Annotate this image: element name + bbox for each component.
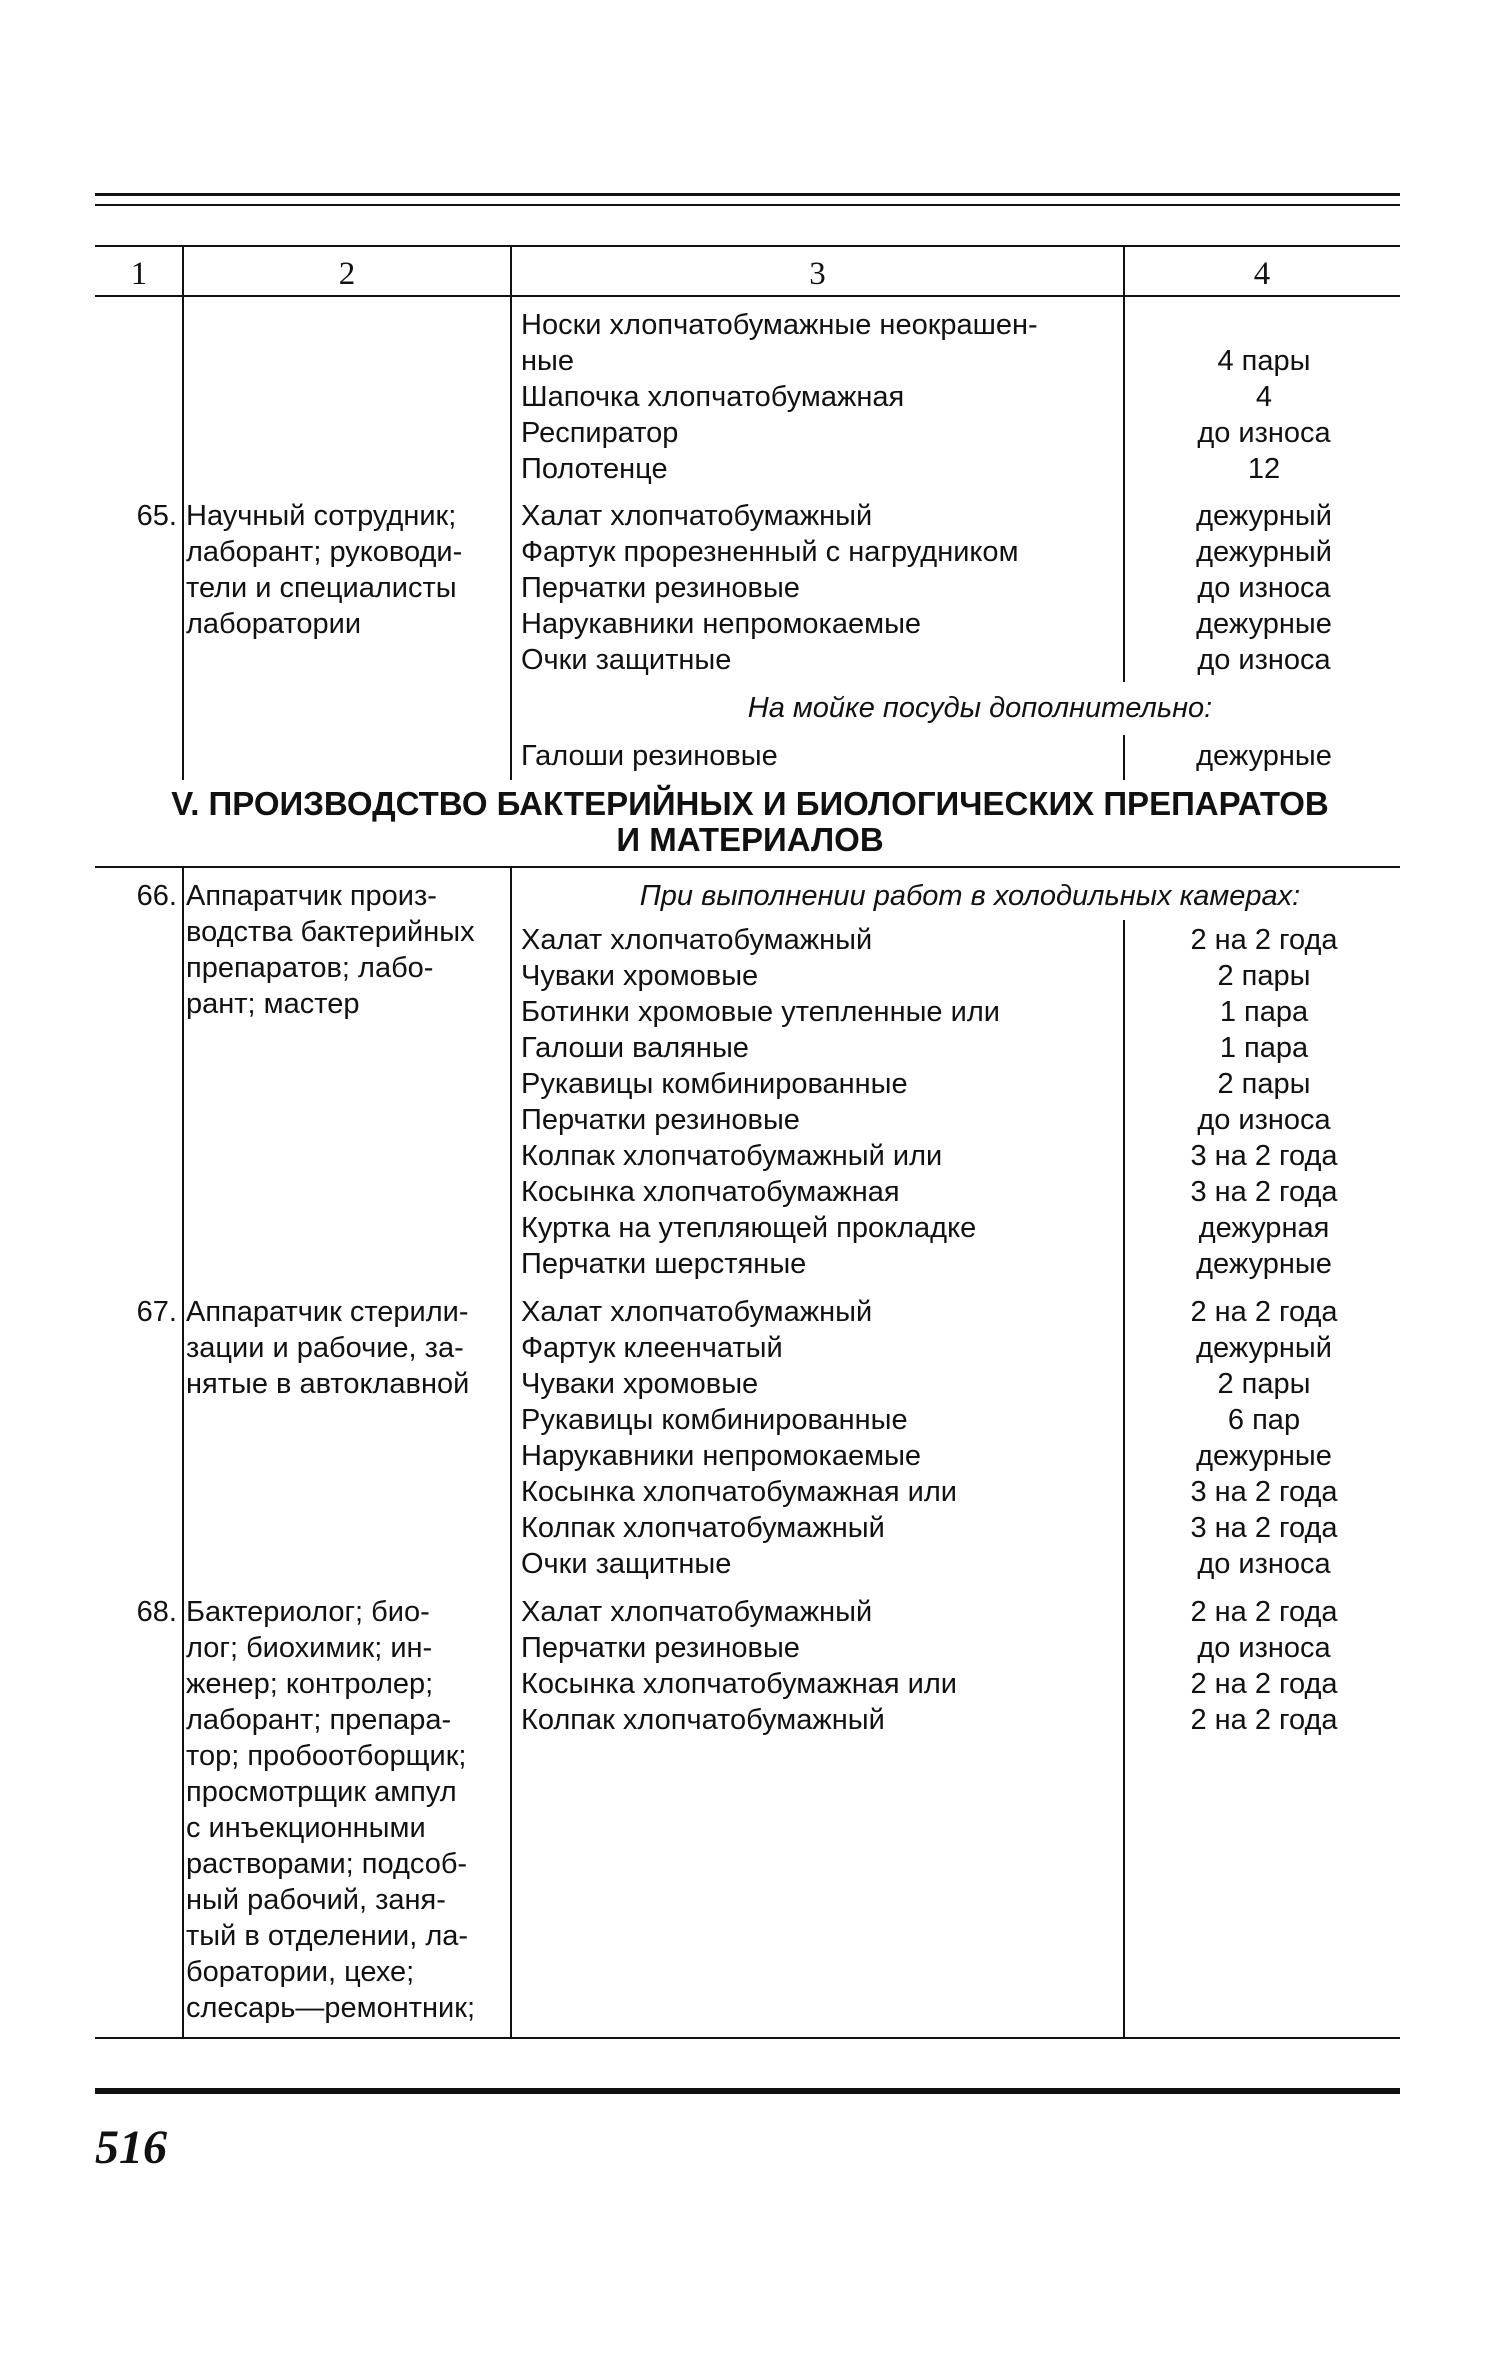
item-qty: дежурные [1196,740,1332,772]
footer-rule [95,2088,1400,2094]
profession-line: тор; пробоотборщик; [186,1740,467,1772]
item-name: Перчатки резиновые [521,572,800,604]
item-qty: 2 на 2 года [1190,924,1338,956]
profession-line: рант; мастер [186,988,360,1020]
profession-line: с инъекционными [186,1812,426,1844]
item-qty: 6 пар [1227,1404,1301,1436]
profession-line: тели и специалисты [186,572,457,604]
item-qty: до износа [1197,572,1331,604]
item-name: Носки хлопчатобумажные неокрашен- [521,309,1038,341]
row-number: 65. [136,500,177,532]
header-col-1: 1 [130,256,148,292]
item-qty: 2 пары [1217,1068,1311,1100]
profession-line: Аппаратчик произ- [186,880,437,912]
item-qty: до износа [1197,644,1331,676]
item-name: Нарукавники непромокаемые [521,608,922,640]
profession-line: просмотрщик ампул [186,1776,457,1808]
header-col-3: 3 [809,256,826,292]
item-qty: дежурный [1196,1332,1332,1364]
item-name: Галоши резиновые [521,740,778,772]
item-name: Чуваки хромовые [521,960,759,992]
vline-col3-lower [510,866,512,2038]
item-name: Халат хлопчатобумажный [521,500,873,532]
item-qty: до износа [1197,417,1331,449]
profession-line: растворами; подсоб- [186,1848,468,1880]
washing-note: На мойке посуды дополнительно: [747,692,1213,724]
item-name: Очки защитные [521,1548,732,1580]
profession-line: Бактериолог; био- [186,1596,430,1628]
vline-col4-upper-a [1123,245,1125,682]
item-qty: дежурные [1196,1248,1332,1280]
item-qty: 2 на 2 года [1190,1668,1338,1700]
item-qty: дежурная [1198,1212,1330,1244]
item-qty: 4 пары [1217,345,1311,377]
profession-line: Научный сотрудник; [186,500,457,532]
header-col-2: 2 [338,256,356,292]
item-qty: 2 на 2 года [1190,1596,1338,1628]
profession-line: женер; контролер; [186,1668,434,1700]
item-qty: 12 [1247,453,1281,485]
item-name: Перчатки резиновые [521,1632,800,1664]
section-rule [95,866,1400,868]
section-title-line-1: V. ПРОИЗВОДСТВО БАКТЕРИЙНЫХ И БИОЛОГИЧЕСКИХ ПРЕПАРАТОВ [171,785,1329,822]
item-qty: 3 на 2 года [1190,1512,1338,1544]
item-qty: 4 [1255,381,1273,413]
profession-line: тый в отделении, ла- [186,1920,469,1952]
item-qty: до износа [1197,1548,1331,1580]
table-bottom-rule [95,2037,1400,2039]
item-qty: до износа [1197,1104,1331,1136]
item-qty: 3 на 2 года [1190,1140,1338,1172]
item-name: Чуваки хромовые [521,1368,759,1400]
item-qty: 3 на 2 года [1190,1476,1338,1508]
item-qty: до износа [1197,1632,1331,1664]
item-name: Перчатки резиновые [521,1104,800,1136]
profession-line: лог; биохимик; ин- [186,1632,433,1664]
item-name: Колпак хлопчатобумажный [521,1704,885,1736]
item-qty: дежурные [1196,1440,1332,1472]
item-name: Фартук прорезненный с нагрудником [521,536,1019,568]
item-qty: 2 пары [1217,1368,1311,1400]
header-rule-top [95,245,1400,247]
item-name: Галоши валяные [521,1032,749,1064]
item-name: Куртка на утепляющей прокладке [521,1212,977,1244]
item-name: Фартук клеенчатый [521,1332,783,1364]
profession-line: лаборант; руководи- [186,536,463,568]
cold-chamber-note: При выполнении работ в холодильных камерах: [639,880,1301,912]
profession-line: Аппаратчик стерили- [186,1296,469,1328]
header-col-4: 4 [1253,256,1271,292]
item-qty: 2 на 2 года [1190,1296,1338,1328]
item-name: Полотенце [521,453,668,485]
vline-col2-lower [182,866,184,2038]
item-qty: 3 на 2 года [1190,1176,1338,1208]
profession-line: лаборатории [186,608,362,640]
item-qty: 1 пара [1219,1032,1309,1064]
item-name: Колпак хлопчатобумажный или [521,1140,943,1172]
item-name: Очки защитные [521,644,732,676]
item-qty: 2 на 2 года [1190,1704,1338,1736]
row-number: 66. [136,880,177,912]
item-name: Рукавицы комбинированные [521,1068,908,1100]
header-rule-bottom [95,295,1400,297]
item-qty: дежурный [1196,536,1332,568]
row-number: 68. [136,1596,177,1628]
profession-line: боратории, цехе; [186,1956,415,1988]
item-name: Рукавицы комбинированные [521,1404,908,1436]
profession-line: зации и рабочие, за- [186,1332,464,1364]
vline-col4-lower [1123,920,1125,2038]
row-number: 67. [136,1296,177,1328]
vline-col3-upper [510,245,512,780]
item-name: Ботинки хромовые утепленные или [521,996,1000,1028]
profession-line: слесарь—ремонтник; [186,1992,475,2024]
profession-line: препаратов; лабо- [186,952,434,984]
vline-col4-upper-b [1123,735,1125,780]
item-name: Перчатки шерстяные [521,1248,807,1280]
item-qty: дежурные [1196,608,1332,640]
item-qty: 1 пара [1219,996,1309,1028]
item-name: Халат хлопчатобумажный [521,1596,873,1628]
item-qty: дежурный [1196,500,1332,532]
top-rule-thick [95,193,1400,196]
profession-line: водства бактерийных [186,916,475,948]
item-name: Косынка хлопчатобумажная или [521,1476,957,1508]
top-rule-thin [95,204,1400,206]
item-name: Колпак хлопчатобумажный [521,1512,885,1544]
item-name: Халат хлопчатобумажный [521,1296,873,1328]
item-name: Халат хлопчатобумажный [521,924,873,956]
section-title-line-2: И МАТЕРИАЛОВ [616,821,884,858]
item-qty: 2 пары [1217,960,1311,992]
item-name: Респиратор [521,417,679,449]
item-name: Нарукавники непромокаемые [521,1440,922,1472]
profession-line: ный рабочий, заня- [186,1884,446,1916]
item-name: Шапочка хлопчатобумажная [521,381,905,413]
item-name: ные [521,345,574,377]
profession-line: нятые в автоклавной [186,1368,470,1400]
section-title [95,786,1405,858]
item-name: Косынка хлопчатобумажная [521,1176,900,1208]
page-number: 516 [95,2121,167,2174]
item-name: Косынка хлопчатобумажная или [521,1668,957,1700]
profession-line: лаборант; препара- [186,1704,452,1736]
